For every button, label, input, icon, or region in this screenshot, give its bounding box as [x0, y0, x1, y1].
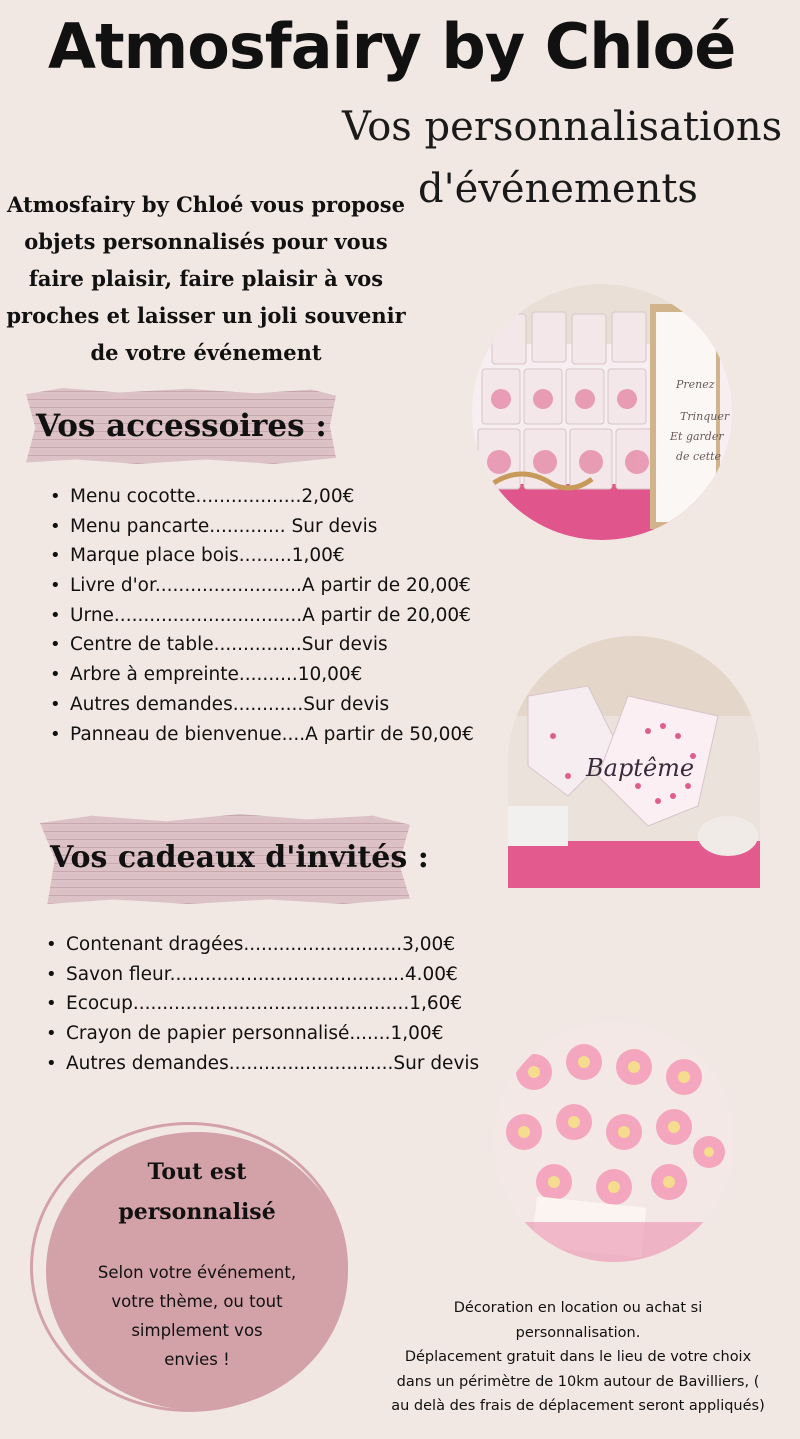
cadeaux-price-list — [46, 930, 479, 1078]
sign-text: Prenez — [676, 378, 715, 391]
subtitle-line-1: Vos personnalisations — [342, 104, 783, 150]
photo-flower-cones — [494, 1022, 734, 1262]
info-line: personnalisation. — [515, 1324, 641, 1341]
personnalise-text-line: Selon votre événement, — [97, 1263, 297, 1282]
personnalise-text-line: votre thème, ou tout — [111, 1292, 283, 1311]
cadeaux-heading: Vos cadeaux d'invités : — [50, 840, 429, 875]
intro-line: faire plaisir, faire plaisir à vos — [28, 266, 384, 291]
personnalise-title-line: personnalisé — [118, 1199, 276, 1225]
intro-line: Atmosfairy by Chloé vous propose — [7, 192, 405, 217]
accessoires-price-list — [50, 482, 474, 749]
list-item: • Autres demandes............Sur devis — [50, 690, 474, 720]
brand-title: Atmosfairy by Chloé — [48, 10, 736, 83]
list-item: • Panneau de bienvenue....A partir de 50,00€ — [50, 720, 474, 750]
bapteme-label: Baptême — [586, 754, 695, 782]
info-line: dans un périmètre de 10km autour de Bavilliers, ( — [396, 1373, 760, 1390]
sign-text: Trinquer — [680, 410, 730, 423]
list-item: • Arbre à empreinte..........10,00€ — [50, 660, 474, 690]
intro-line: proches et laisser un joli souvenir — [6, 303, 406, 328]
list-item: • Livre d'or.........................A partir de 20,00€ — [50, 571, 474, 601]
intro-paragraph — [0, 186, 412, 371]
list-item: • Urne................................A partir de 20,00€ — [50, 601, 474, 631]
personnalise-title — [46, 1152, 348, 1232]
list-item: • Crayon de papier personnalisé.......1,00€ — [46, 1019, 479, 1049]
personnalise-text — [70, 1258, 324, 1374]
accessoires-heading: Vos accessoires : — [36, 408, 327, 444]
list-item: • Menu pancarte............. Sur devis — [50, 512, 474, 542]
list-item: • Marque place bois.........1,00€ — [50, 541, 474, 571]
list-item: • Menu cocotte..................2,00€ — [50, 482, 474, 512]
info-paragraph — [366, 1296, 790, 1419]
list-item: • Centre de table...............Sur devis — [50, 630, 474, 660]
list-item: • Autres demandes............................Sur devis — [46, 1049, 479, 1079]
personnalise-title-line: Tout est — [147, 1159, 247, 1185]
sign-text: de cette ! — [676, 450, 729, 463]
photo-cups — [472, 284, 732, 540]
info-line: Déplacement gratuit dans le lieu de votre choix — [404, 1349, 752, 1365]
subtitle-line-2: d'événements — [418, 166, 698, 212]
intro-line: de votre événement — [90, 340, 322, 365]
list-item: • Savon fleur........................................4.00€ — [46, 960, 479, 990]
info-line: Décoration en location ou achat si — [453, 1300, 703, 1316]
list-item: • Ecocup...............................................1,60€ — [46, 989, 479, 1019]
personnalise-text-line: envies ! — [164, 1350, 230, 1369]
personnalise-text-line: simplement vos — [131, 1321, 263, 1340]
list-item: • Contenant dragées...........................3,00€ — [46, 930, 479, 960]
intro-line: objets personnalisés pour vous — [24, 229, 388, 254]
info-line: au delà des frais de déplacement seront appliqués) — [391, 1398, 765, 1414]
photo-bapteme — [508, 636, 760, 888]
sign-text: Et garder — [670, 430, 724, 443]
